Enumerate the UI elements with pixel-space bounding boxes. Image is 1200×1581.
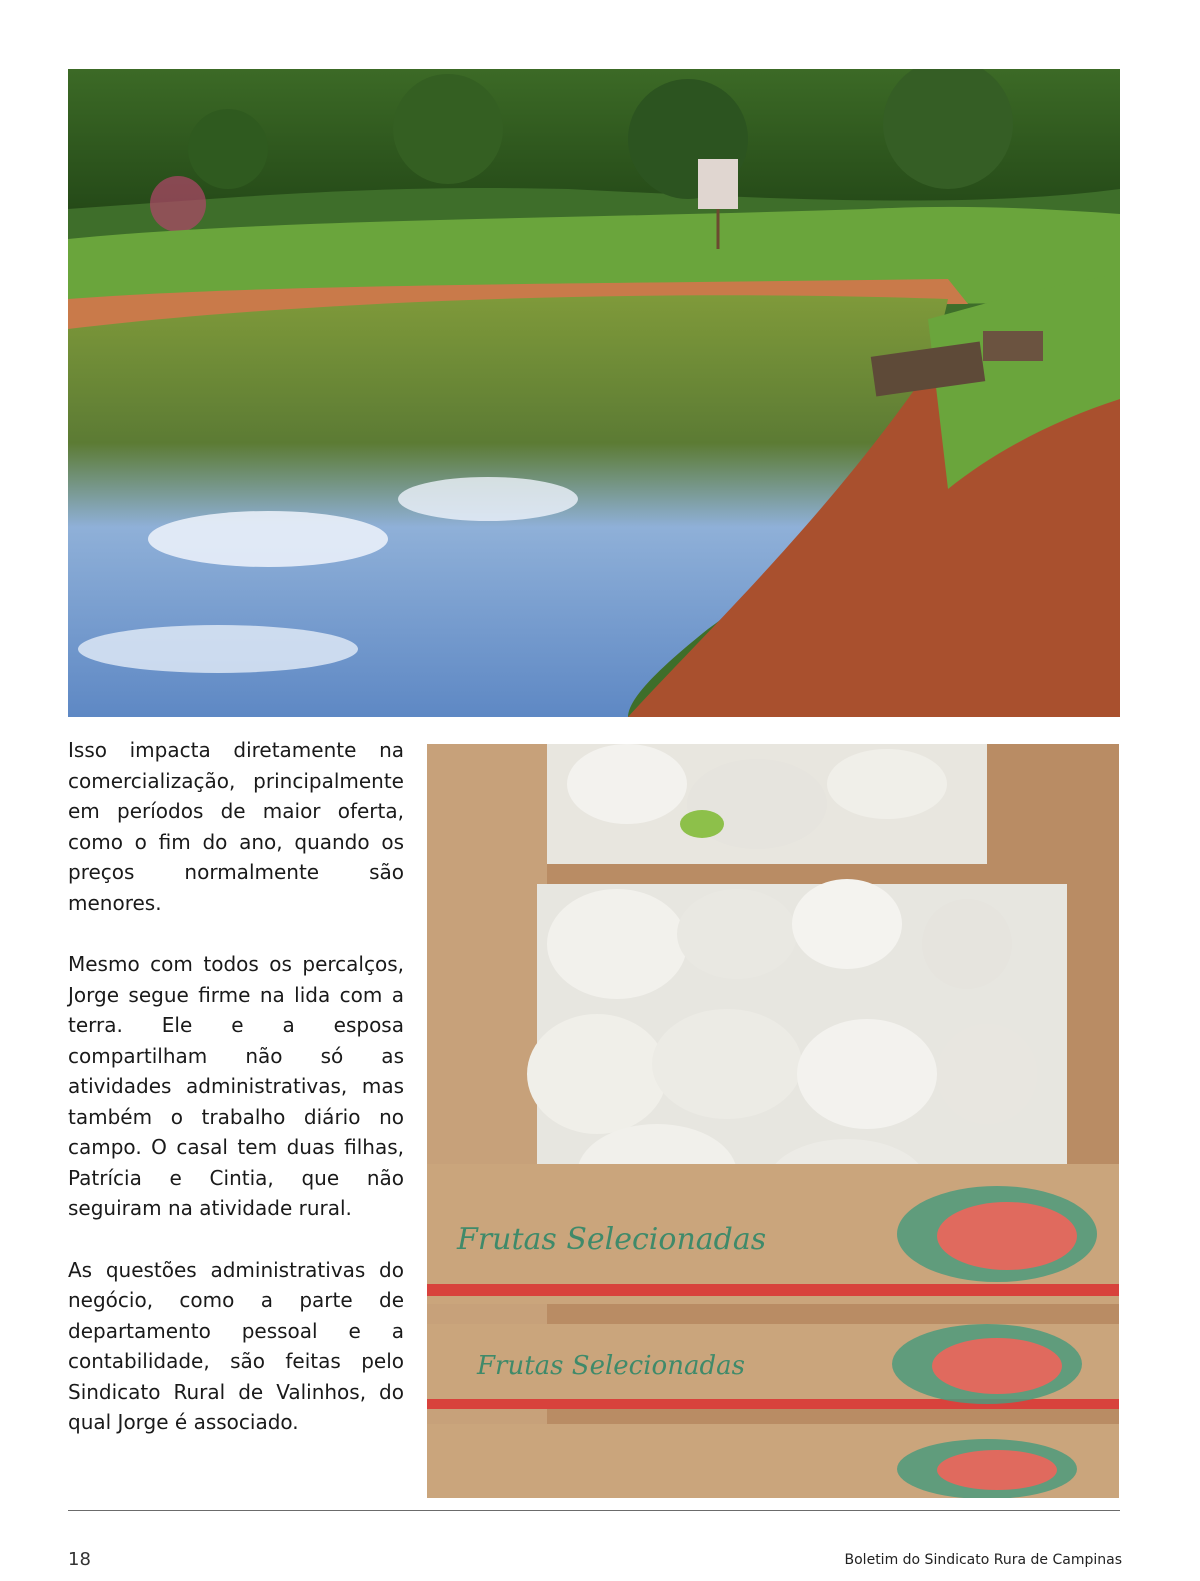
box-label-text: Frutas Selecionadas xyxy=(477,1351,745,1381)
article-paragraph: Mesmo com todos os percalços, Jorge segue firme na lida com a terra. Ele e a esposa compartilham não só as atividades administrativas, mas também o trabalho diário no campo. O casal tem duas filhas, Patrícia e Cintia, que não seguiram na atividade rural. xyxy=(68,952,404,1220)
footer-divider xyxy=(68,1510,1120,1511)
article-paragraph: As questões administrativas do negócio, como a parte de departamento pessoal e a contabilidade, são feitas pelo Sindicato Rural de Valinhos, do qual Jorge é associado. xyxy=(68,1257,404,1434)
article-paragraph: Isso impacta diretamente na comercialização, principalmente em períodos de maior oferta, como o fim do ano, quando os preços normalmente são menores. xyxy=(68,738,404,915)
pond-photo xyxy=(68,69,1120,717)
publication-title: Boletim do Sindicato Rura de Campinas xyxy=(844,1552,1122,1568)
page-number: 18 xyxy=(68,1549,91,1570)
article-text-column xyxy=(68,735,404,1469)
fruit-boxes-photo xyxy=(427,744,1119,1498)
box-label-text: Frutas Selecionadas xyxy=(457,1222,767,1257)
